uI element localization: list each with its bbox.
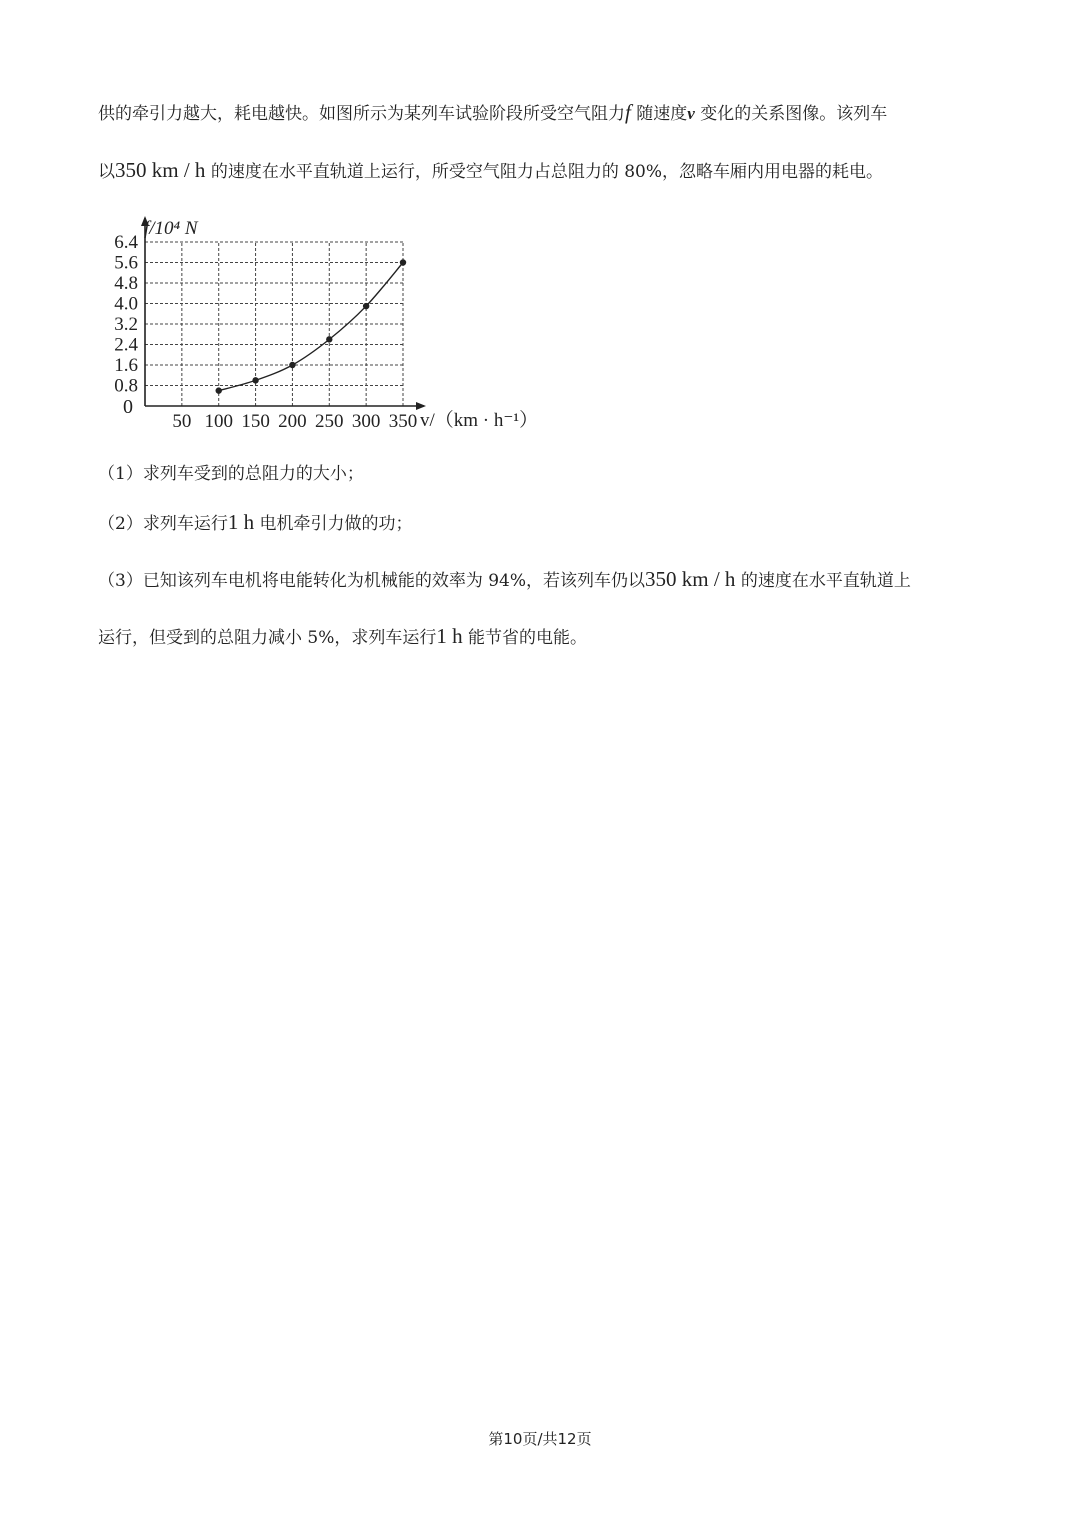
question-text: 的速度在水平直轨道上 (740, 571, 911, 591)
y-tick-label: 2.4 (114, 334, 138, 356)
chart-axes (141, 216, 426, 410)
question-text: （1）求列车受到的总阻力的大小； (98, 464, 364, 484)
y-tick-label: 4.0 (114, 293, 138, 315)
speed-value: 350 km / h (115, 158, 206, 182)
time-value: 1 h (436, 624, 463, 648)
y-tick-label: 0.8 (114, 375, 138, 397)
paragraph-text: 以 (98, 162, 115, 182)
time-value: 1 h (227, 510, 255, 534)
data-point (326, 336, 332, 342)
question-1 (98, 462, 364, 486)
question-3-line-1 (98, 567, 911, 593)
question-text: 运行，但受到的总阻力减小 5%，求列车运行 (98, 628, 437, 648)
x-tick-label: 350 (388, 411, 418, 432)
y-tick-label: 6.4 (114, 232, 138, 253)
x-tick-label: 150 (241, 411, 270, 432)
page-footer: 第10页/共12页 (488, 1430, 592, 1448)
x-tick-label: 300 (351, 411, 381, 432)
x-tick-label: 50 (172, 411, 192, 432)
x-axis-label: v/（km · h⁻¹） (420, 410, 539, 431)
y-tick-label: 4.8 (114, 273, 138, 294)
y-tick-label: 5.6 (114, 252, 138, 274)
x-tick-label: 200 (278, 411, 307, 432)
y-axis-label: f/10⁴ N (144, 218, 198, 239)
origin-label: 0 (123, 396, 133, 418)
paragraph-line-1 (98, 100, 887, 126)
paragraph-text: 的速度在水平直轨道上运行，所受空气阻力占总阻力的 80%，忽略车厢内用电器的耗电。 (210, 162, 884, 182)
series-curve (219, 263, 403, 391)
data-point (216, 387, 222, 393)
question-text: （3）已知该列车电机将电能转化为机械能的效率为 94%，若该列车仍以 (98, 571, 646, 591)
paragraph-text: 随速度 (636, 104, 688, 124)
data-point (289, 362, 295, 368)
question-text: 能节省的电能。 (468, 628, 588, 648)
question-text: 电机牵引力做的功； (259, 514, 413, 534)
force-speed-chart (98, 210, 548, 435)
speed-value: 350 km / h (645, 567, 736, 591)
y-tick-label: 1.6 (114, 355, 138, 376)
paragraph-text: 供的牵引力越大，耗电越快。如图所示为某列车试验阶段所受空气阻力 (98, 104, 625, 124)
question-3-line-2 (98, 624, 587, 650)
paragraph-line-2 (98, 158, 883, 184)
chart-grid (145, 242, 403, 406)
paragraph-text: 变化的关系图像。该列车 (700, 104, 888, 124)
symbol-f: f (625, 100, 631, 124)
x-tick-label: 250 (315, 411, 344, 432)
symbol-v: v (687, 104, 695, 123)
y-tick-label: 3.2 (114, 314, 138, 335)
series-points (216, 259, 407, 394)
x-axis-arrow (416, 402, 426, 410)
data-point (363, 303, 369, 309)
data-point (252, 377, 258, 383)
question-2 (98, 510, 412, 536)
data-point (400, 259, 406, 265)
x-tick-label: 100 (204, 411, 233, 432)
question-text: （2）求列车运行 (98, 514, 228, 534)
